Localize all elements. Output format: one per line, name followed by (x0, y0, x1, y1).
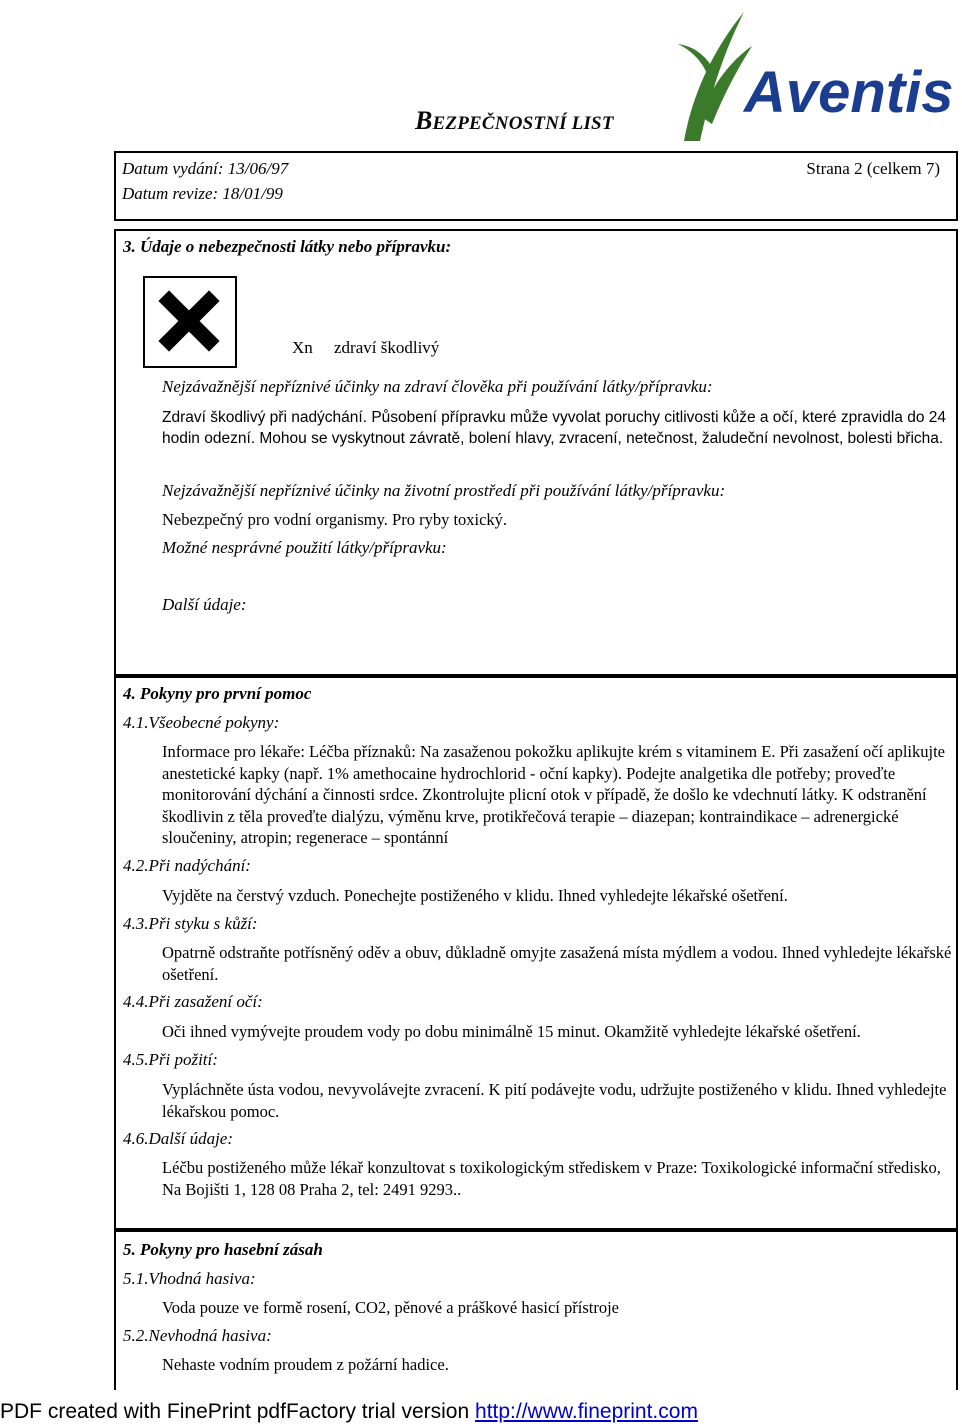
hazard-code: Xn (292, 338, 313, 357)
health-effects-text: Zdraví škodlivý při nadýchání. Působení přípravku může vyvolat poruchy citlivosti kůže a očí, které zpravidla do 24 hodin odezní. Mohou se vyskytnout závratě, bolení hlavy, zvracení, netečnost, žaludeční nevolnost, bolesti břicha. (162, 409, 946, 447)
environment-effects-text: Nebezpečný pro vodní organismy. Pro ryby toxický. (162, 510, 508, 529)
subsection-4-5-text: Vypláchněte ústa vodou, nevyvolávejte zvracení. K pití podávejte vodu, udržujte postiženého v klidu. Ihned vyhledejte lékařskou pomoc. (162, 1080, 947, 1121)
environment-effects-heading: Nejzávažnější nepříznivé účinky na životní prostředí při používání látky/přípravku: (162, 481, 726, 500)
subsection-4-3-label: 4.3.Při styku s kůží: (123, 914, 258, 933)
section-3-heading: 3. Údaje o nebezpečnosti látky nebo přípravku: (123, 237, 452, 256)
subsection-5-2-label: 5.2.Nevhodná hasiva: (123, 1326, 272, 1345)
subsection-4-2-label: 4.2.Při nadýchání: (123, 856, 251, 875)
subsection-4-6-label: 4.6.Další údaje: (123, 1129, 234, 1148)
other-info-heading: Další údaje: (162, 595, 247, 614)
section-4-box (114, 676, 958, 1230)
subsection-5-1-label: 5.1.Vhodná hasiva: (123, 1269, 256, 1288)
subsection-4-2-text: Vyjděte na čerstvý vzduch. Ponechejte postiženého v klidu. Ihned vyhledejte lékařské ošetření. (162, 886, 788, 905)
cross-hazard-icon (145, 278, 235, 366)
subsection-4-4-text: Oči ihned vymývejte proudem vody po dobu minimálně 15 minut. Okamžitě vyhledejte lékařské ošetření. (162, 1022, 861, 1041)
subsection-5-1-text: Voda pouze ve formě rosení, CO2, pěnové a práškové hasicí přístroje (162, 1298, 619, 1317)
pdf-footer: PDF created with FinePrint pdfFactory trial version http://www.fineprint.com (0, 1400, 698, 1423)
subsection-4-1-label: 4.1.Všeobecné pokyny: (123, 713, 280, 732)
misuse-heading: Možné nesprávné použití látky/přípravku: (162, 538, 447, 557)
document-title: BEZPEČNOSTNÍ LIST (415, 106, 614, 135)
subsection-4-5-label: 4.5.Při požití: (123, 1050, 218, 1069)
section-4-heading: 4. Pokyny pro první pomoc (123, 684, 312, 703)
svg-text:Aventis: Aventis (744, 60, 954, 125)
hazard-label: zdraví škodlivý (334, 338, 440, 357)
section-5-box (114, 1230, 958, 1390)
section-3-box (114, 229, 958, 676)
hazard-pictogram (143, 276, 237, 368)
issue-date: Datum vydání: 13/06/97 (122, 159, 289, 178)
page-number: Strana 2 (celkem 7) (806, 159, 940, 178)
fineprint-link[interactable]: http://www.fineprint.com (475, 1400, 698, 1423)
subsection-5-2-text: Nehaste vodním proudem z požární hadice. (162, 1355, 449, 1374)
subsection-4-4-label: 4.4.Při zasažení očí: (123, 992, 263, 1011)
revision-date: Datum revize: 18/01/99 (122, 184, 283, 203)
subsection-4-1-text: Informace pro lékaře: Léčba příznaků: Na zasaženou pokožku aplikujte krém s vitaminem E. Při zasažení očí aplikujte anestetické kapky (např. 1% amethocaine hydrochlorid - oční kapky). Podejte analgetika dle potřeby; proveďte monitorování dýchání a činnosti srdce. Zkontrolujte plicní otok v případě, že došlo ke vdechnutí látky. K odstranění škodlivin z těla proveďte dialýzu, výměnu krve, protikřečová terapie – diazepan; kontraindikace – adrenergické sloučeniny, atropin; regenerace – spontánní (162, 742, 945, 847)
aventis-logo (672, 6, 954, 146)
section-5-heading: 5. Pokyny pro hasební zásah (123, 1240, 323, 1259)
subsection-4-6-text: Léčbu postiženého může lékař konzultovat s toxikologickým střediskem v Praze: Toxikologické informační středisko, Na Bojišti 1, 128 08 Praha 2, tel: 2491 9293.. (162, 1158, 941, 1199)
health-effects-heading: Nejzávažnější nepříznivé účinky na zdraví člověka při používání látky/přípravku: (162, 377, 713, 396)
subsection-4-3-text: Opatrně odstraňte potřísněný oděv a obuv, důkladně omyjte zasažená místa mýdlem a vodou. Ihned vyhledejte lékařské ošetření. (162, 943, 952, 984)
document-meta-box (114, 151, 958, 221)
